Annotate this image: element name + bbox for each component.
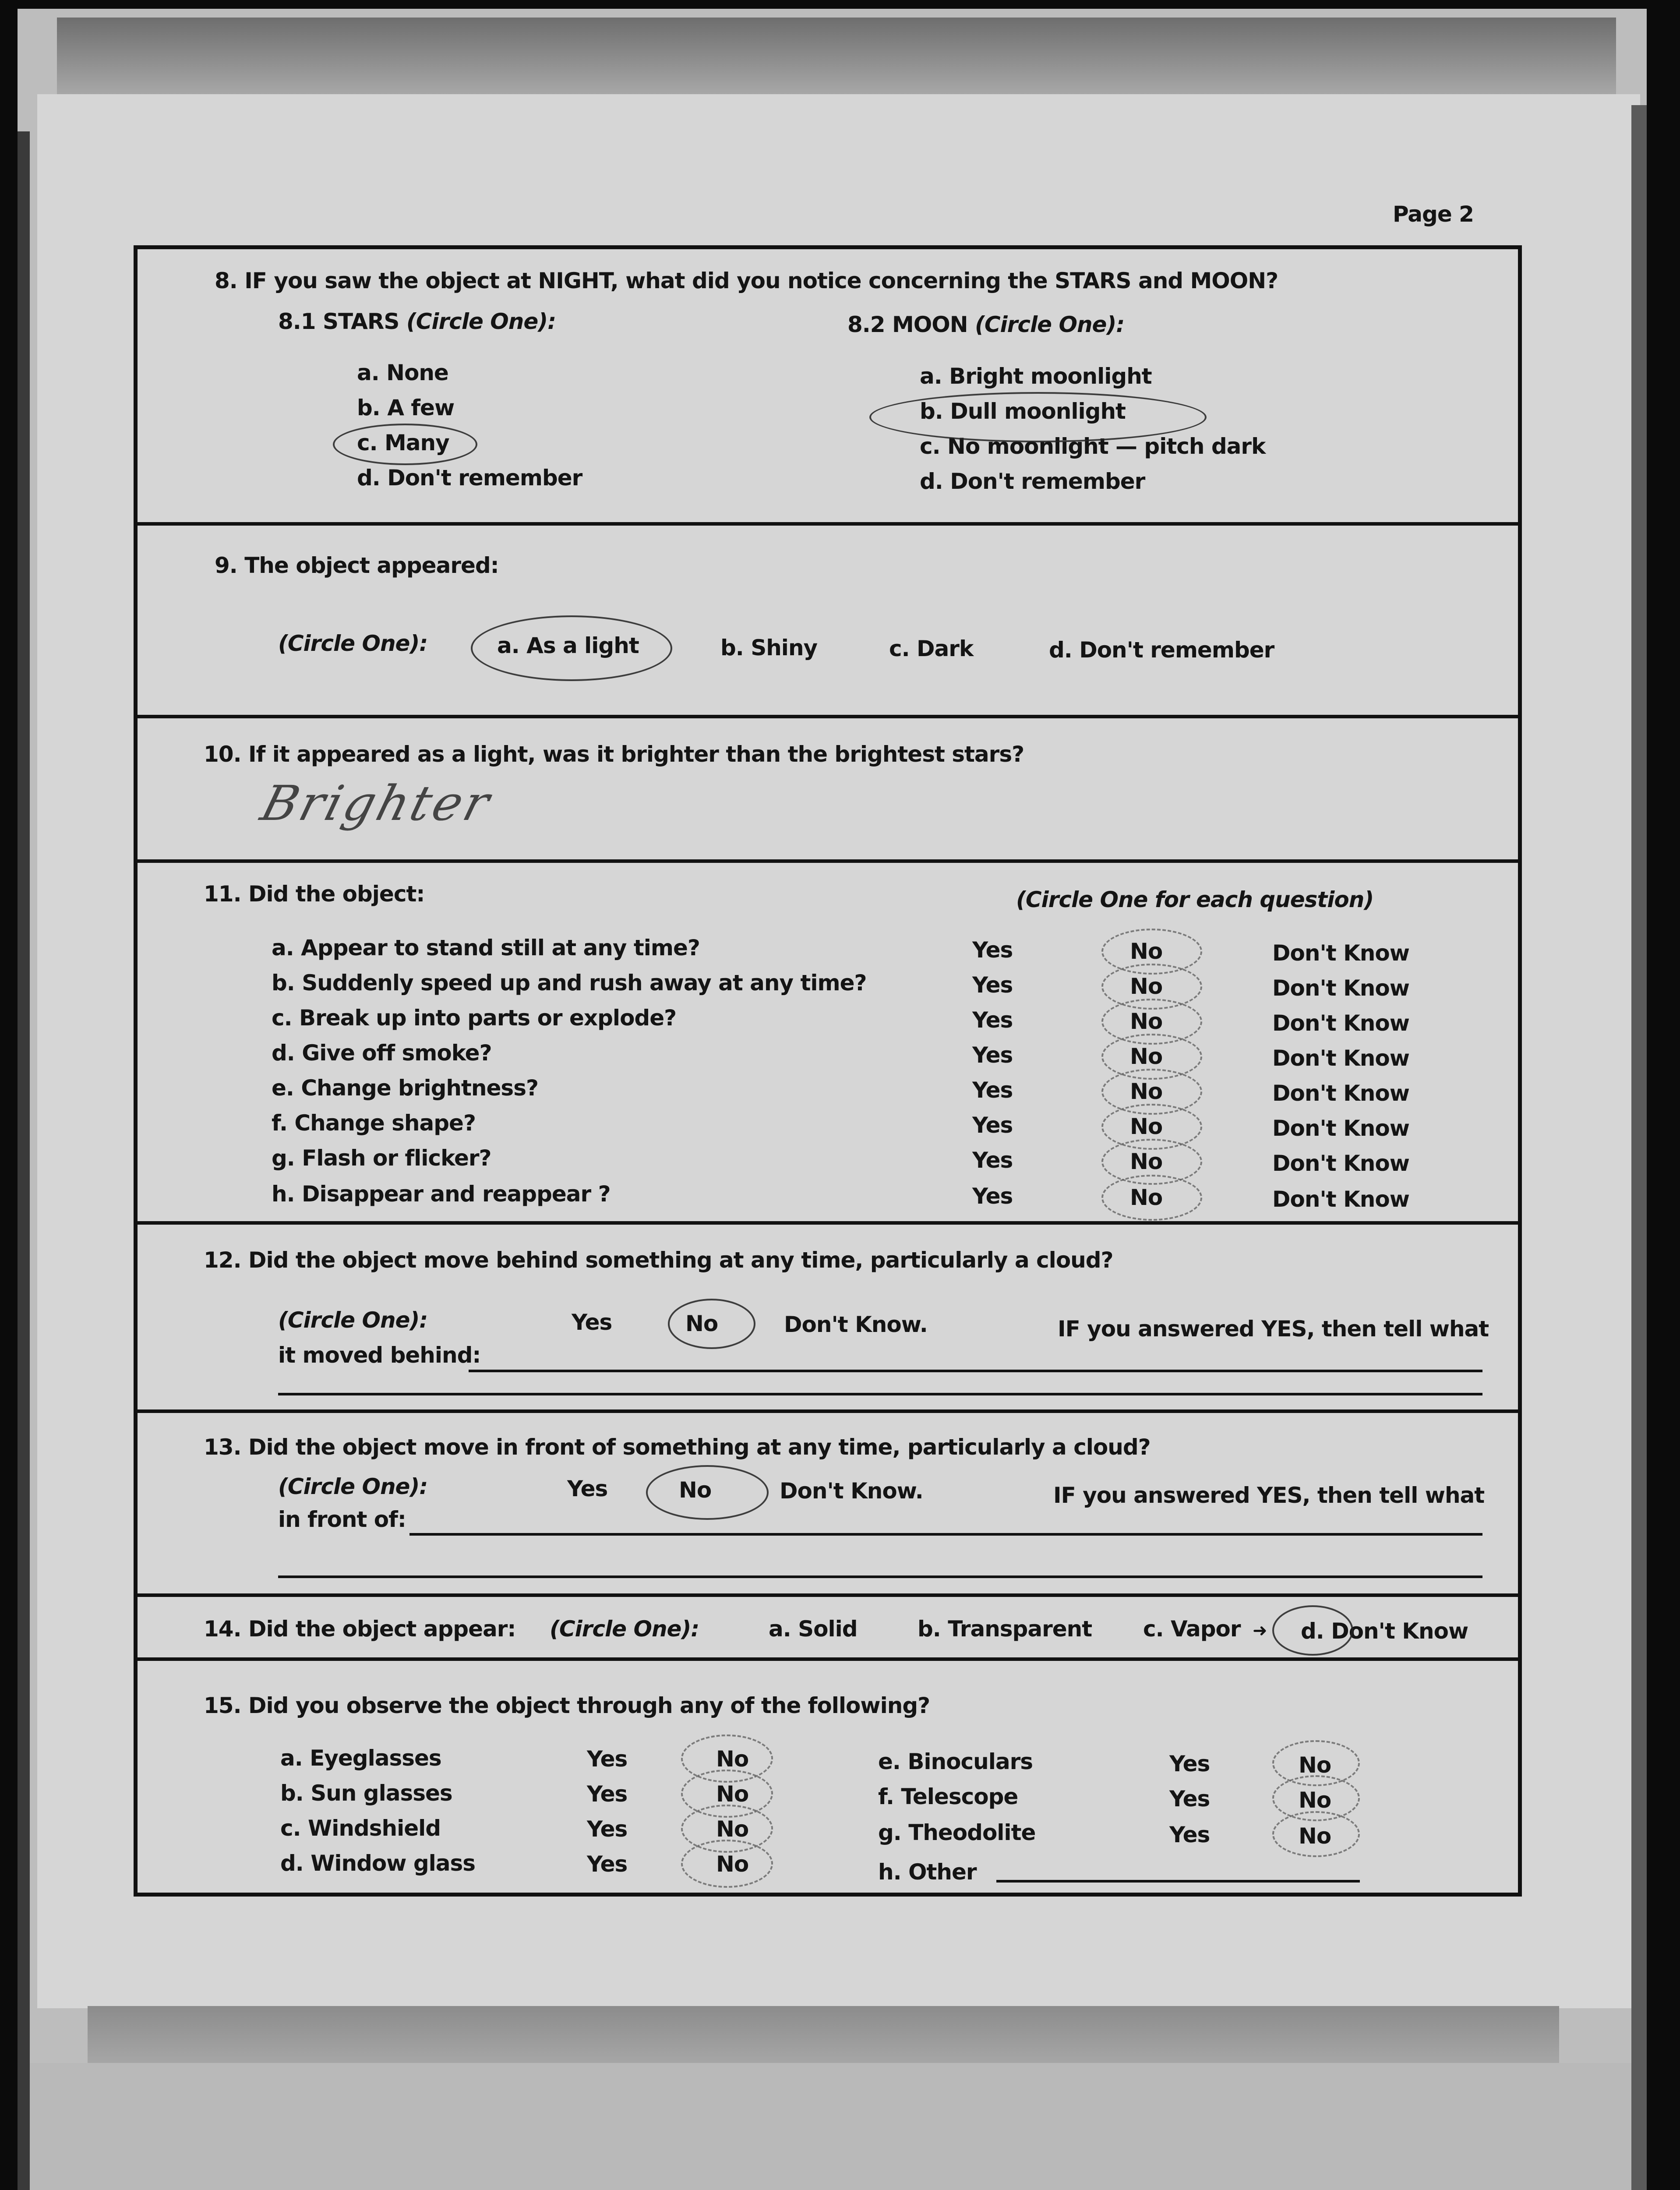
q8-moon-option-a[interactable]: a. Bright moonlight [920, 364, 1152, 389]
q14-option-c[interactable]: c. Vapor [1143, 1616, 1241, 1642]
q14-hint: (Circle One): [550, 1616, 699, 1642]
q11-no[interactable]: No [1130, 1009, 1163, 1034]
q11-text: 11. Did the object: [204, 881, 425, 907]
q15-yes[interactable]: Yes [587, 1816, 628, 1842]
q12-hint: (Circle One): [278, 1307, 428, 1333]
q11-yes[interactable]: Yes [972, 1113, 1013, 1138]
q11-item-label: f. Change shape? [272, 1110, 476, 1136]
q13-selected-circle [646, 1465, 769, 1520]
q15-selected-circle [1272, 1811, 1360, 1857]
q12-followup: IF you answered YES, then tell what [1058, 1316, 1489, 1342]
q8-moon-option-c[interactable]: c. No moonlight — pitch dark [920, 434, 1266, 459]
q14-selected-circle [1272, 1605, 1353, 1656]
q11-dont-know[interactable]: Don't Know [1272, 975, 1409, 1001]
q11-item-label: e. Change brightness? [272, 1075, 538, 1101]
q8-text: 8. IF you saw the object at NIGHT, what did you notice concerning the STARS and MOON? [215, 268, 1278, 293]
q11-yes[interactable]: Yes [972, 1077, 1013, 1103]
q13-text: 13. Did the object move in front of something at any time, particularly a cloud? [204, 1434, 1151, 1460]
q11-dont-know[interactable]: Don't Know [1272, 1151, 1409, 1176]
q15-item-label: f. Telescope [878, 1784, 1018, 1809]
q15-other-label: h. Other [878, 1859, 977, 1885]
arrow-right-icon: ➜ [1253, 1621, 1267, 1641]
q11-item-label: c. Break up into parts or explode? [272, 1005, 677, 1031]
section-divider [134, 1409, 1522, 1413]
section-divider [134, 522, 1522, 526]
q11-dont-know[interactable]: Don't Know [1272, 1046, 1409, 1071]
q11-yes[interactable]: Yes [972, 972, 1013, 998]
q11-dont-know[interactable]: Don't Know [1272, 1116, 1409, 1141]
q11-item-label: g. Flash or flicker? [272, 1145, 491, 1171]
q13-dont-know[interactable]: Don't Know. [780, 1478, 923, 1504]
q15-no[interactable]: No [716, 1851, 749, 1877]
q14-option-d[interactable]: d. Don't Know [1301, 1618, 1468, 1644]
q9-option-d[interactable]: d. Don't remember [1049, 637, 1274, 663]
q8-moon-option-b[interactable]: b. Dull moonlight [920, 399, 1126, 424]
q13-hint: (Circle One): [278, 1474, 428, 1499]
q12-answer-line-1[interactable] [469, 1370, 1482, 1372]
q8-stars-heading [278, 309, 556, 334]
q8-stars-option-a[interactable]: a. None [357, 360, 448, 385]
q11-no[interactable]: No [1130, 939, 1163, 964]
q11-yes[interactable]: Yes [972, 1007, 1013, 1033]
q11-no[interactable]: No [1130, 1044, 1163, 1069]
q10-text: 10. If it appeared as a light, was it brighter than the brightest stars? [204, 742, 1024, 767]
q11-no[interactable]: No [1130, 1114, 1163, 1139]
q15-no[interactable]: No [716, 1781, 749, 1807]
scanner-bed [18, 2063, 1647, 2190]
q15-yes[interactable]: Yes [587, 1851, 628, 1877]
q8-stars-selected-circle [333, 424, 477, 465]
q14-option-a[interactable]: a. Solid [769, 1616, 858, 1642]
q12-answer-line-2[interactable] [278, 1393, 1482, 1395]
q11-dont-know[interactable]: Don't Know [1272, 940, 1409, 966]
paper-bottom-shadow [88, 2006, 1559, 2063]
q15-item-label: b. Sun glasses [280, 1780, 452, 1806]
q15-text: 15. Did you observe the object through any of the following? [204, 1693, 930, 1718]
q8-moon-hint: (Circle One): [975, 312, 1125, 337]
right-scan-edge [1631, 105, 1647, 2190]
q11-item-label: b. Suddenly speed up and rush away at any time? [272, 970, 867, 996]
q15-yes[interactable]: Yes [1169, 1822, 1210, 1847]
q11-yes[interactable]: Yes [972, 1042, 1013, 1068]
section-divider [134, 1657, 1522, 1661]
q13-answer-line-2[interactable] [278, 1575, 1482, 1578]
left-scan-edge [18, 131, 30, 2190]
q10-handwritten-answer: Brighter [255, 775, 498, 831]
q11-no[interactable]: No [1130, 1149, 1163, 1174]
q11-no[interactable]: No [1130, 1079, 1163, 1104]
q11-no[interactable]: No [1130, 1185, 1163, 1210]
q9-selected-circle [471, 615, 672, 681]
q8-stars-option-c[interactable]: c. Many [357, 430, 449, 456]
q15-item-label: a. Eyeglasses [280, 1745, 441, 1771]
q11-selected-circle [1101, 1175, 1202, 1221]
q13-answer-line-1[interactable] [409, 1533, 1482, 1536]
q12-yes[interactable]: Yes [572, 1310, 612, 1335]
q9-option-b[interactable]: b. Shiny [720, 635, 818, 661]
q12-selected-circle [668, 1299, 755, 1349]
q13-yes[interactable]: Yes [567, 1476, 608, 1501]
q11-dont-know[interactable]: Don't Know [1272, 1081, 1409, 1106]
q12-no[interactable]: No [685, 1311, 718, 1336]
section-divider [134, 859, 1522, 863]
q15-yes[interactable]: Yes [1169, 1786, 1210, 1812]
q9-option-c[interactable]: c. Dark [889, 636, 974, 661]
page-number: Page 2 [1393, 201, 1474, 227]
q15-yes[interactable]: Yes [587, 1746, 628, 1772]
q12-followup-label: it moved behind: [278, 1342, 481, 1368]
section-divider [134, 715, 1522, 718]
q15-no[interactable]: No [1299, 1823, 1331, 1849]
q8-stars-option-b[interactable]: b. A few [357, 395, 455, 420]
q11-item-label: h. Disappear and reappear ? [272, 1181, 611, 1207]
q15-item-label: d. Window glass [280, 1851, 476, 1876]
q15-item-label: g. Theodolite [878, 1820, 1036, 1845]
q15-other-line[interactable] [996, 1880, 1360, 1883]
q11-hint: (Circle One for each question) [1016, 887, 1374, 912]
q11-yes[interactable]: Yes [972, 1183, 1013, 1209]
q15-selected-circle [681, 1840, 773, 1888]
q11-item-label: d. Give off smoke? [272, 1040, 492, 1066]
q15-item-label: c. Windshield [280, 1816, 441, 1841]
q8-moon-num: 8.2 MOON [847, 312, 975, 337]
q9-text: 9. The object appeared: [215, 553, 499, 578]
q15-item-label: e. Binoculars [878, 1749, 1033, 1774]
section-divider [134, 1221, 1522, 1225]
q14-option-b[interactable]: b. Transparent [918, 1616, 1092, 1642]
q11-item-label: a. Appear to stand still at any time? [272, 935, 700, 961]
paper-top-shadow [57, 18, 1616, 96]
q11-no[interactable]: No [1130, 974, 1163, 999]
q9-option-a[interactable]: a. As a light [497, 633, 639, 658]
q11-dont-know[interactable]: Don't Know [1272, 1187, 1409, 1212]
q8-stars-num: 8.1 STARS [278, 309, 406, 334]
q12-dont-know[interactable]: Don't Know. [784, 1312, 928, 1337]
q8-stars-option-d[interactable]: d. Don't remember [357, 465, 582, 491]
q15-yes[interactable]: Yes [1169, 1751, 1210, 1777]
q15-yes[interactable]: Yes [587, 1781, 628, 1807]
q8-moon-option-d[interactable]: d. Don't remember [920, 469, 1145, 494]
q13-followup-label: in front of: [278, 1507, 406, 1532]
q13-followup: IF you answered YES, then tell what [1053, 1483, 1485, 1508]
q13-no[interactable]: No [679, 1477, 712, 1503]
q8-stars-hint: (Circle One): [406, 309, 556, 334]
q15-no[interactable]: No [716, 1746, 749, 1772]
q8-moon-heading [847, 312, 1124, 337]
q15-no[interactable]: No [1299, 1752, 1331, 1778]
q15-no[interactable]: No [716, 1816, 749, 1842]
q14-text: 14. Did the object appear: [204, 1616, 516, 1642]
q15-no[interactable]: No [1299, 1787, 1331, 1813]
q12-text: 12. Did the object move behind something at any time, particularly a cloud? [204, 1247, 1113, 1273]
q8-moon-selected-circle [869, 392, 1207, 442]
section-divider [134, 1593, 1522, 1597]
q11-yes[interactable]: Yes [972, 937, 1013, 963]
q11-dont-know[interactable]: Don't Know [1272, 1010, 1409, 1036]
q11-yes[interactable]: Yes [972, 1148, 1013, 1173]
q9-hint: (Circle One): [278, 631, 428, 656]
